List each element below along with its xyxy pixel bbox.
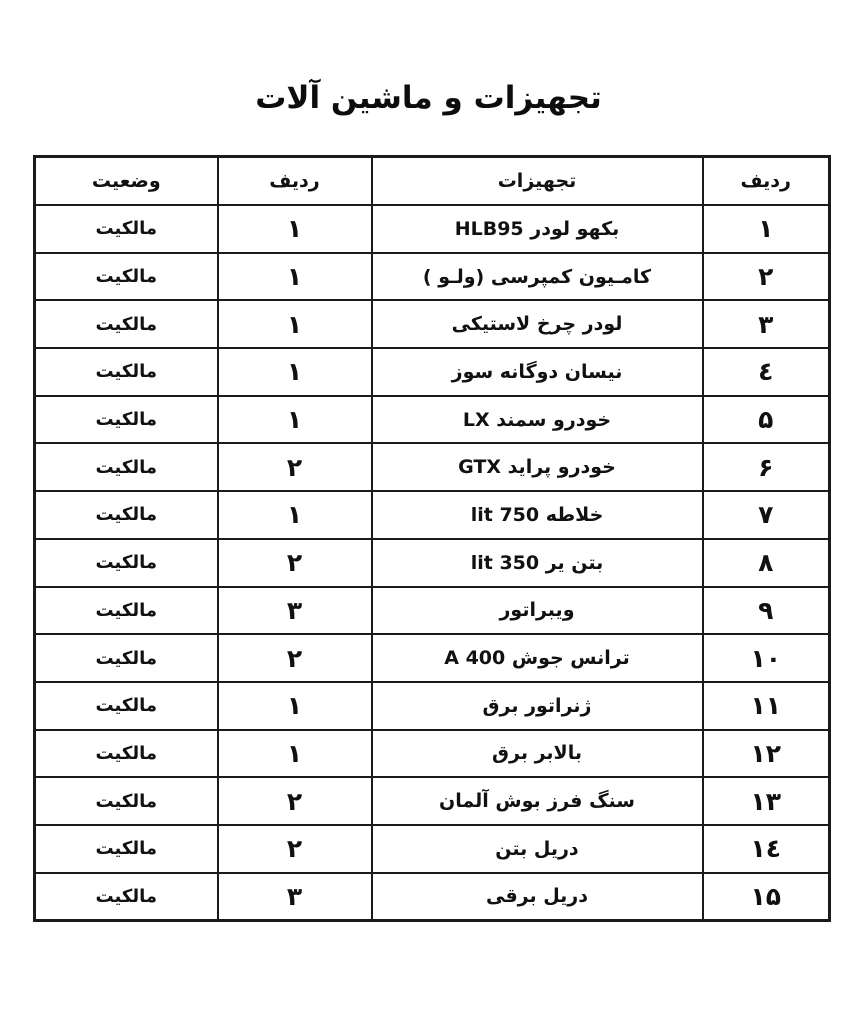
ownership-status: مالکیت	[35, 205, 218, 253]
equipment-name: ترانس جوش 400 A	[372, 634, 703, 682]
ownership-status: مالکیت	[35, 634, 218, 682]
ownership-status: مالکیت	[35, 491, 218, 539]
ownership-status: مالکیت	[35, 873, 218, 921]
equipment-name: بالابر برق	[372, 730, 703, 778]
equipment-quantity: ۱	[218, 300, 372, 348]
equipment-quantity: ۳	[218, 873, 372, 921]
row-number: ۲	[703, 253, 830, 301]
ownership-status: مالکیت	[35, 730, 218, 778]
table-row	[35, 491, 830, 539]
row-number: ۱	[703, 205, 830, 253]
row-number: ۷	[703, 491, 830, 539]
table-row	[35, 682, 830, 730]
equipment-quantity: ۱	[218, 205, 372, 253]
row-number: ۳	[703, 300, 830, 348]
table-row	[35, 587, 830, 635]
equipment-name: خودرو سمند LX	[372, 396, 703, 444]
table-row	[35, 873, 830, 921]
table-row	[35, 730, 830, 778]
table-row	[35, 634, 830, 682]
header-status: وضعیت	[35, 157, 218, 206]
header-row-number: ردیف	[703, 157, 830, 206]
equipment-quantity: ۱	[218, 682, 372, 730]
row-number: ۱۲	[703, 730, 830, 778]
ownership-status: مالکیت	[35, 539, 218, 587]
equipment-table-container	[33, 155, 828, 922]
row-number: ٤	[703, 348, 830, 396]
ownership-status: مالکیت	[35, 253, 218, 301]
equipment-name: دریل برقی	[372, 873, 703, 921]
page-title: تجهیزات و ماشین آلات	[255, 80, 602, 116]
table-row	[35, 348, 830, 396]
equipment-name: بتن یر 350 lit	[372, 539, 703, 587]
ownership-status: مالکیت	[35, 825, 218, 873]
equipment-name: نیسان دوگانه سوز	[372, 348, 703, 396]
table-row	[35, 825, 830, 873]
equipment-quantity: ۲	[218, 777, 372, 825]
equipment-quantity: ۳	[218, 587, 372, 635]
equipment-name: دریل بتن	[372, 825, 703, 873]
row-number: ١٤	[703, 825, 830, 873]
equipment-name: خودرو پراید GTX	[372, 443, 703, 491]
row-number: ۹	[703, 587, 830, 635]
ownership-status: مالکیت	[35, 682, 218, 730]
equipment-quantity: ۲	[218, 634, 372, 682]
table-row	[35, 253, 830, 301]
ownership-status: مالکیت	[35, 443, 218, 491]
row-number: ۵	[703, 396, 830, 444]
equipment-name: کامـیون کمپرسی (ولـو )	[372, 253, 703, 301]
equipment-quantity: ۲	[218, 443, 372, 491]
header-equipment: تجهیزات	[372, 157, 703, 206]
ownership-status: مالکیت	[35, 396, 218, 444]
equipment-quantity: ۱	[218, 348, 372, 396]
table-row	[35, 443, 830, 491]
equipment-quantity: ۱	[218, 396, 372, 444]
equipment-name: لودر چرخ لاستیکی	[372, 300, 703, 348]
ownership-status: مالکیت	[35, 348, 218, 396]
ownership-status: مالکیت	[35, 777, 218, 825]
table-row	[35, 396, 830, 444]
table-header-row	[35, 157, 830, 206]
table-row	[35, 539, 830, 587]
equipment-name: بکهو لودر HLB95	[372, 205, 703, 253]
header-quantity: ردیف	[218, 157, 372, 206]
row-number: ۱۵	[703, 873, 830, 921]
row-number: ۱۱	[703, 682, 830, 730]
equipment-quantity: ۱	[218, 730, 372, 778]
row-number: ۱۰	[703, 634, 830, 682]
equipment-quantity: ۲	[218, 825, 372, 873]
equipment-table	[33, 155, 831, 922]
equipment-name: سنگ فرز بوش آلمان	[372, 777, 703, 825]
row-number: ۶	[703, 443, 830, 491]
row-number: ۸	[703, 539, 830, 587]
table-row	[35, 205, 830, 253]
table-row	[35, 777, 830, 825]
ownership-status: مالکیت	[35, 300, 218, 348]
ownership-status: مالکیت	[35, 587, 218, 635]
equipment-quantity: ۱	[218, 253, 372, 301]
equipment-name: ویبراتور	[372, 587, 703, 635]
equipment-name: خلاطه 750 lit	[372, 491, 703, 539]
row-number: ۱۳	[703, 777, 830, 825]
table-row	[35, 300, 830, 348]
equipment-name: ژنراتور برق	[372, 682, 703, 730]
equipment-quantity: ۲	[218, 539, 372, 587]
equipment-quantity: ۱	[218, 491, 372, 539]
